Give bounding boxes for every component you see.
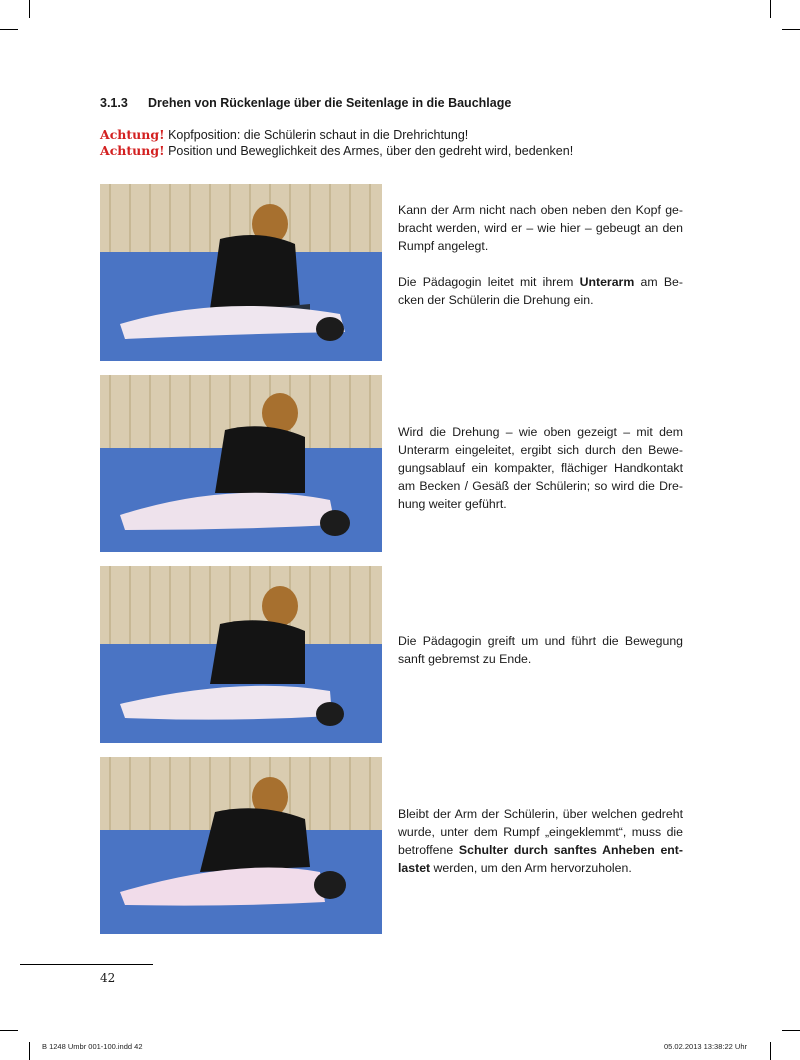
warning-line	[100, 143, 720, 159]
crop-mark	[0, 29, 18, 30]
warning-line	[100, 127, 720, 143]
caption-text: werden, um den Arm hervorzuholen.	[430, 861, 632, 875]
photo-icon	[100, 375, 382, 552]
caption-paragraph: Kann der Arm nicht nach oben neben den Kopf ge-bracht werden, wird er – wie hier – gebeugt an den Rumpf angelegt.	[398, 203, 683, 253]
warning-label: Achtung!	[100, 143, 165, 158]
photo-icon	[100, 566, 382, 743]
photo-step-1	[100, 184, 382, 361]
warning-label: Achtung!	[100, 127, 165, 142]
photo-icon	[100, 184, 382, 361]
crop-mark	[29, 0, 30, 18]
step-caption	[398, 423, 683, 513]
photo-step-2	[100, 375, 382, 552]
caption-emphasis: Schulter durch sanftes Anheben ent-lastet	[398, 843, 683, 875]
caption-text: Die Pädagogin leitet mit ihrem	[398, 275, 580, 289]
step-caption	[398, 201, 683, 309]
caption-text: am Be-cken der Schülerin die Drehung ein.	[398, 275, 683, 307]
crop-mark	[0, 1030, 18, 1031]
page-number: 42	[100, 971, 116, 985]
caption-paragraph	[398, 805, 683, 877]
photo-step-4	[100, 757, 382, 934]
crop-mark	[29, 1042, 30, 1060]
photo-icon	[100, 757, 382, 934]
caption-emphasis: Unterarm	[579, 275, 635, 289]
warning-text: Kopfposition: die Schülerin schaut in die Drehrichtung!	[168, 128, 469, 142]
caption-paragraph: Die Pädagogin greift um und führt die Bewegung sanft gebremst zu Ende.	[398, 634, 683, 666]
section-heading	[100, 96, 700, 110]
caption-paragraph: Wird die Drehung – wie oben gezeigt – mit dem Unterarm eingeleitet, ergibt sich durch den Bewe-gungsablauf ein kompakter, flächiger Handkontakt am Becken / Gesäß der Schülerin; so wird die Dre-hung weiter geführt.	[398, 425, 683, 511]
crop-mark	[782, 29, 800, 30]
section-number: 3.1.3	[100, 96, 128, 110]
slug-right: 05.02.2013 13:38:22 Uhr	[664, 1042, 747, 1051]
crop-mark	[770, 1042, 771, 1060]
warning-text: Position und Beweglichkeit des Armes, über den gedreht wird, bedenken!	[168, 144, 574, 158]
step-caption	[398, 805, 683, 877]
caption-text: Bleibt der Arm der Schülerin, über welchen gedreht wurde, unter dem Rumpf „eingeklemmt“, muss die betroffene	[398, 807, 683, 857]
slug-left: B 1248 Umbr 001-100.indd 42	[42, 1042, 143, 1051]
step-caption	[398, 632, 683, 668]
crop-mark	[770, 0, 771, 18]
caption-paragraph	[398, 273, 683, 309]
footer-rule	[20, 964, 153, 965]
section-title: Drehen von Rückenlage über die Seitenlage in die Bauchlage	[148, 96, 512, 110]
photo-step-3	[100, 566, 382, 743]
crop-mark	[782, 1030, 800, 1031]
